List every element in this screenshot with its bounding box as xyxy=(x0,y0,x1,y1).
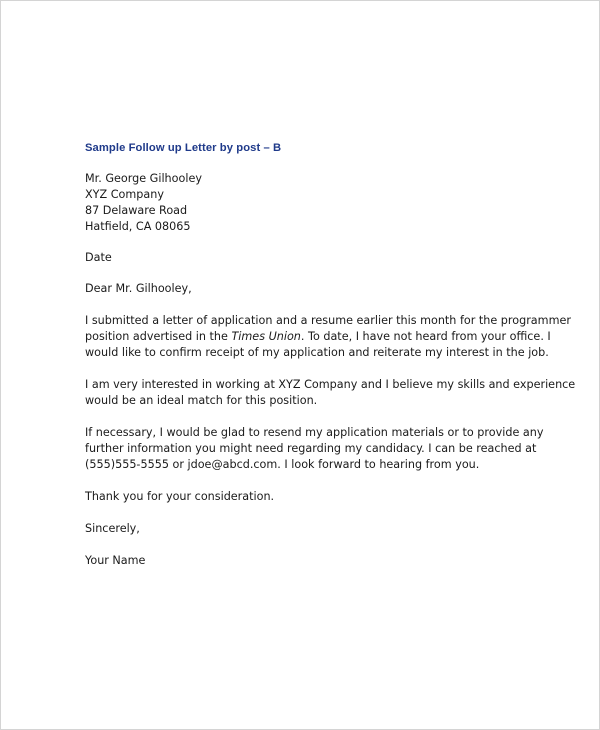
thanks-line: Thank you for your consideration. xyxy=(85,490,275,503)
paragraph-interest xyxy=(85,377,576,409)
paragraph-contact xyxy=(85,425,555,473)
paragraph-application xyxy=(85,313,571,361)
paragraph-line: I submitted a letter of application and a resume earlier this month for the programmer xyxy=(85,314,571,327)
paragraph-line xyxy=(85,329,555,345)
paragraph-line: If necessary, I would be glad to resend my application materials or to provide any xyxy=(85,426,544,439)
closing: Sincerely, xyxy=(85,522,140,535)
text-segment: . To date, I have not heard from your office. I xyxy=(300,330,551,343)
paragraph-line: (555)555-5555 or jdoe@abcd.com. I look forward to hearing from you. xyxy=(85,458,480,471)
salutation: Dear Mr. Gilhooley, xyxy=(85,282,192,295)
document-title: Sample Follow up Letter by post – B xyxy=(85,142,282,154)
recipient-city: Hatfield, CA 08065 xyxy=(85,220,191,233)
letter-body xyxy=(85,140,576,569)
paragraph-line: would like to confirm receipt of my application and reiterate my interest in the job. xyxy=(85,346,549,359)
date-line: Date xyxy=(85,251,112,264)
paragraph-line: I am very interested in working at XYZ Company and I believe my skills and experience xyxy=(85,378,576,391)
paragraph-line: would be an ideal match for this position. xyxy=(85,394,318,407)
publication-name: Times Union xyxy=(231,330,301,343)
paragraph-line: further information you might need regarding my candidacy. I can be reached at xyxy=(85,442,537,455)
recipient-address xyxy=(85,171,555,235)
text-segment: position advertised in the xyxy=(85,330,232,343)
recipient-name: Mr. George Gilhooley xyxy=(85,172,202,185)
recipient-street: 87 Delaware Road xyxy=(85,204,188,217)
recipient-company: XYZ Company xyxy=(85,188,164,201)
signature: Your Name xyxy=(85,554,146,567)
